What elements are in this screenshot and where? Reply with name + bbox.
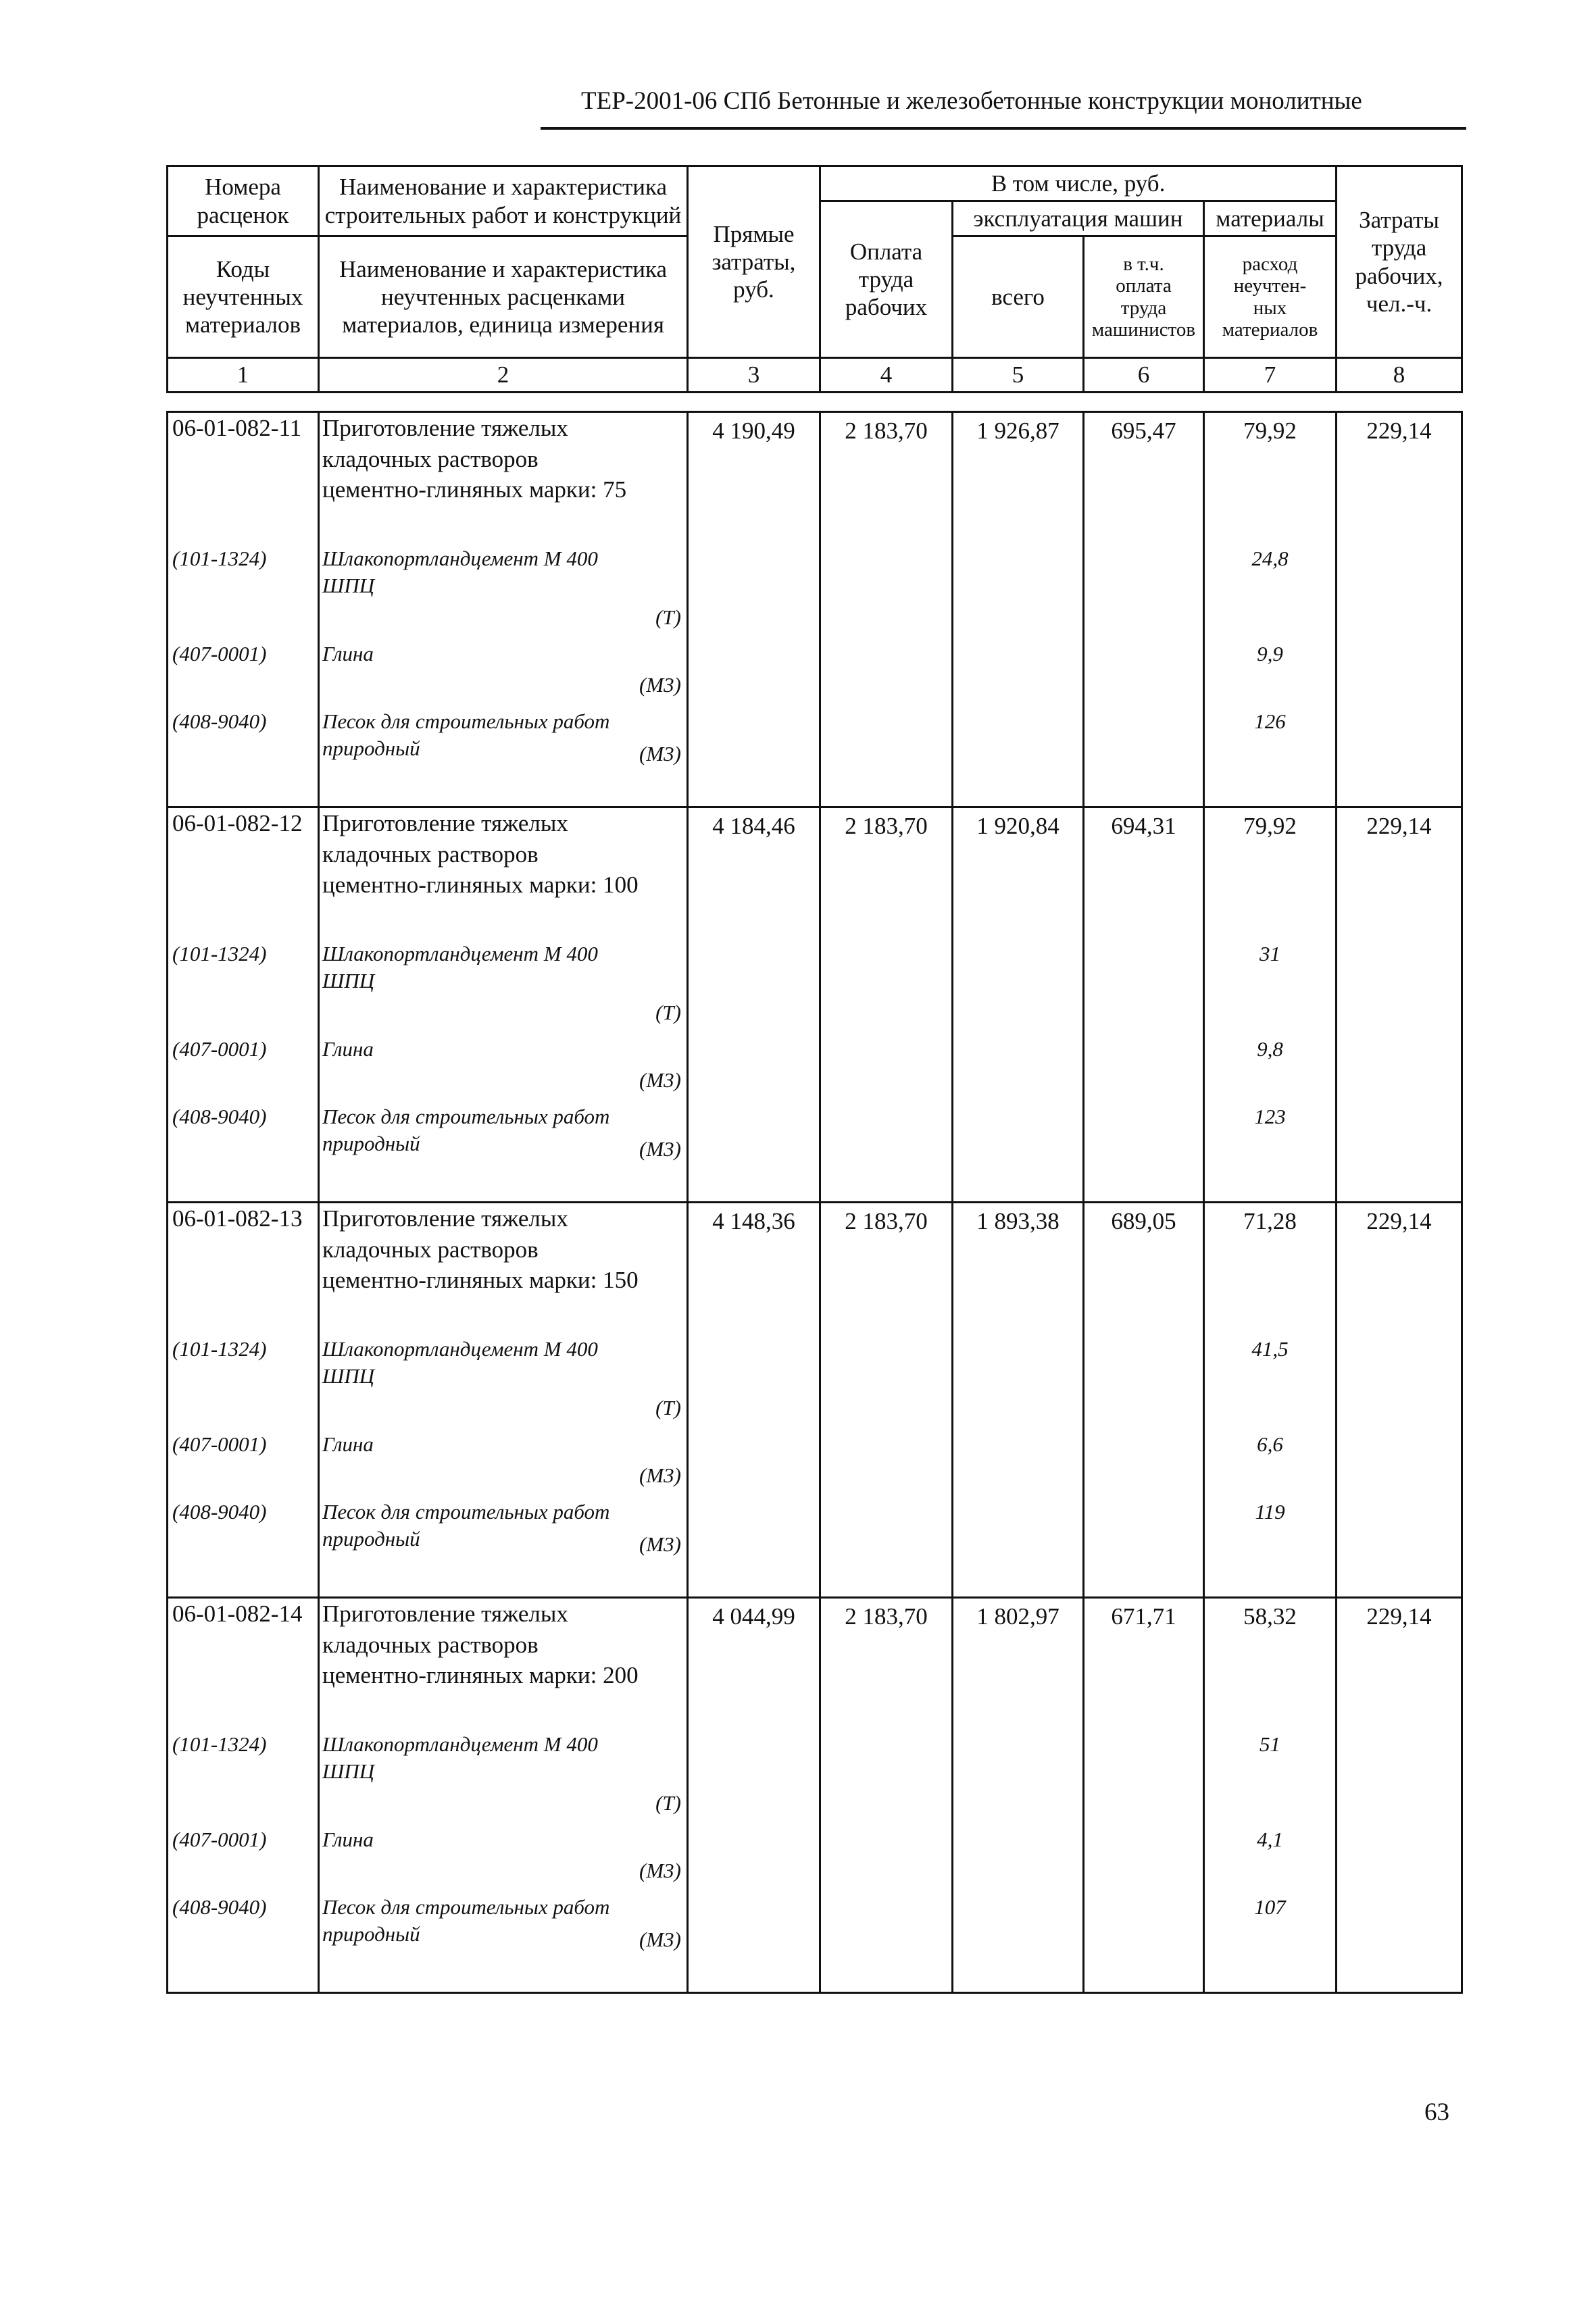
rate-code: 06-01-082-11 <box>172 415 302 441</box>
material-qty: 24,8 <box>1251 547 1289 570</box>
material-qty: 6,6 <box>1257 1432 1283 1456</box>
labor-pay-value: 2 183,70 <box>845 813 928 839</box>
material-qty: 126 <box>1254 709 1286 733</box>
labor-hours-cell <box>1337 1203 1462 1598</box>
labor-hours-cell <box>1337 412 1462 807</box>
material-code: (101-1324) <box>172 1337 267 1361</box>
machines-total-cell <box>953 807 1084 1203</box>
materials-cell <box>1204 807 1337 1203</box>
rate-code: 06-01-082-13 <box>172 1205 303 1232</box>
machinist-pay-value: 671,71 <box>1111 1603 1176 1630</box>
direct-costs-value: 4 148,36 <box>712 1208 795 1234</box>
rate-code-cell <box>168 412 319 807</box>
header-machines: эксплуатация машин <box>953 201 1204 236</box>
material-qty: 123 <box>1254 1105 1286 1128</box>
direct-costs-cell <box>688 412 820 807</box>
machines-total-value: 1 802,97 <box>976 1603 1059 1630</box>
material-name: Глина (М3) <box>320 631 687 699</box>
header-work-name: Наименование и характеристика строительных работ и конструкций <box>319 166 688 236</box>
material-qty: 31 <box>1260 942 1280 965</box>
materials-value: 79,92 <box>1243 813 1297 839</box>
header-direct-costs: Прямые затраты, руб. <box>688 166 820 358</box>
material-unit: (Т) <box>655 605 681 629</box>
material-unit: (М3) <box>639 1067 681 1092</box>
rate-name-cell <box>319 412 688 807</box>
table-row <box>168 1203 1462 1598</box>
material-unit: (М3) <box>639 1858 681 1882</box>
material-unit: (М3) <box>639 1532 681 1556</box>
labor-pay-value: 2 183,70 <box>845 1603 928 1630</box>
material-qty: 4,1 <box>1257 1828 1283 1851</box>
material-qty: 51 <box>1260 1732 1280 1756</box>
table-row <box>168 807 1462 1203</box>
material-name: Шлакопортландцемент М 400 ШПЦ (Т) <box>320 536 687 631</box>
header-labor-pay: Оплата труда рабочих <box>820 201 953 358</box>
labor-pay-cell <box>820 412 953 807</box>
rate-code-cell <box>168 807 319 1203</box>
rate-name: Приготовление тяжелых кладочных растворов цементно-глиняных марки: 75 <box>322 415 627 503</box>
machinist-pay-value: 695,47 <box>1111 418 1176 444</box>
machines-total-cell <box>953 1203 1084 1598</box>
material-unit: (М3) <box>639 672 681 697</box>
table-row <box>168 1598 1462 1993</box>
material-qty: 119 <box>1255 1500 1285 1524</box>
header-including: В том числе, руб. <box>820 166 1337 201</box>
labor-hours-value: 229,14 <box>1366 418 1432 444</box>
material-code: (407-0001) <box>172 642 267 665</box>
material-code: (408-9040) <box>172 1895 267 1919</box>
material-code: (101-1324) <box>172 942 267 965</box>
material-unit: (М3) <box>639 1136 681 1161</box>
material-unit: (Т) <box>655 1000 681 1024</box>
material-code: (101-1324) <box>172 547 267 570</box>
labor-pay-cell <box>820 1598 953 1993</box>
materials-value: 58,32 <box>1243 1603 1297 1630</box>
material-name: Песок для строительных работ природный (М3) <box>320 1094 687 1163</box>
rate-code: 06-01-082-12 <box>172 810 303 836</box>
material-qty: 9,8 <box>1257 1037 1283 1061</box>
labor-hours-cell <box>1337 807 1462 1203</box>
materials-value: 71,28 <box>1243 1208 1297 1234</box>
document-header: ТЕР-2001-06 СПб Бетонные и железобетонные конструкции монолитные <box>581 87 1362 115</box>
rate-code-cell <box>168 1598 319 1993</box>
header-material-consumption: расход неучтен- ных материалов <box>1204 236 1337 358</box>
material-unit: (Т) <box>655 1395 681 1419</box>
rate-name-cell <box>319 807 688 1203</box>
materials-cell <box>1204 1598 1337 1993</box>
header-labor-hours: Затраты труда рабочих, чел.-ч. <box>1337 166 1462 358</box>
header-material-codes: Коды неучтенных материалов <box>168 236 319 358</box>
material-name: Глина (М3) <box>320 1422 687 1489</box>
material-name: Шлакопортландцемент М 400 ШПЦ (Т) <box>320 1721 687 1817</box>
machines-total-cell <box>953 412 1084 807</box>
direct-costs-value: 4 044,99 <box>712 1603 795 1630</box>
material-name: Шлакопортландцемент М 400 ШПЦ (Т) <box>320 1326 687 1422</box>
material-code: (407-0001) <box>172 1432 267 1456</box>
machinist-pay-cell <box>1084 1598 1204 1993</box>
header-material-names: Наименование и характеристика неучтенных расценками материалов, единица измерения <box>319 236 688 358</box>
material-name: Песок для строительных работ природный (М3) <box>320 1884 687 1953</box>
machines-total-value: 1 926,87 <box>976 418 1059 444</box>
labor-hours-value: 229,14 <box>1366 1208 1432 1234</box>
labor-hours-value: 229,14 <box>1366 813 1432 839</box>
material-code: (408-9040) <box>172 1105 267 1128</box>
material-code: (407-0001) <box>172 1828 267 1851</box>
column-numbers-row: 1 2 3 4 5 6 7 8 <box>168 358 1462 393</box>
machinist-pay-cell <box>1084 1203 1204 1598</box>
material-qty: 107 <box>1254 1895 1286 1919</box>
material-name: Песок для строительных работ природный (М3) <box>320 1489 687 1558</box>
labor-pay-cell <box>820 807 953 1203</box>
material-code: (407-0001) <box>172 1037 267 1061</box>
material-unit: (М3) <box>639 741 681 765</box>
material-name: Глина (М3) <box>320 1026 687 1094</box>
machinist-pay-value: 689,05 <box>1111 1208 1176 1234</box>
header-rate-number: Номера расценок <box>168 166 319 236</box>
direct-costs-cell <box>688 1203 820 1598</box>
material-code: (408-9040) <box>172 709 267 733</box>
direct-costs-value: 4 184,46 <box>712 813 795 839</box>
table-row <box>168 412 1462 807</box>
header-rule <box>541 127 1466 130</box>
material-qty: 9,9 <box>1257 642 1283 665</box>
rate-code-cell <box>168 1203 319 1598</box>
machinist-pay-cell <box>1084 412 1204 807</box>
material-name: Песок для строительных работ природный (М3) <box>320 699 687 768</box>
machines-total-value: 1 893,38 <box>976 1208 1059 1234</box>
direct-costs-cell <box>688 1598 820 1993</box>
header-materials: материалы <box>1204 201 1337 236</box>
rate-name-cell <box>319 1203 688 1598</box>
material-code: (101-1324) <box>172 1732 267 1756</box>
material-qty: 41,5 <box>1251 1337 1289 1361</box>
materials-value: 79,92 <box>1243 418 1297 444</box>
material-code: (408-9040) <box>172 1500 267 1524</box>
header-machines-total: всего <box>953 236 1084 358</box>
table-header <box>166 165 1463 393</box>
labor-pay-cell <box>820 1203 953 1598</box>
page-number: 63 <box>1424 2098 1449 2126</box>
material-unit: (М3) <box>639 1463 681 1487</box>
materials-cell <box>1204 1203 1337 1598</box>
labor-hours-value: 229,14 <box>1366 1603 1432 1630</box>
material-unit: (М3) <box>639 1927 681 1951</box>
machines-total-cell <box>953 1598 1084 1993</box>
rate-code: 06-01-082-14 <box>172 1601 303 1627</box>
machinist-pay-cell <box>1084 807 1204 1203</box>
materials-cell <box>1204 412 1337 807</box>
rate-name: Приготовление тяжелых кладочных растворов цементно-глиняных марки: 200 <box>322 1601 639 1688</box>
machines-total-value: 1 920,84 <box>976 813 1059 839</box>
labor-pay-value: 2 183,70 <box>845 418 928 444</box>
labor-hours-cell <box>1337 1598 1462 1993</box>
machinist-pay-value: 694,31 <box>1111 813 1176 839</box>
direct-costs-value: 4 190,49 <box>712 418 795 444</box>
material-name: Глина (М3) <box>320 1817 687 1884</box>
direct-costs-cell <box>688 807 820 1203</box>
material-unit: (Т) <box>655 1790 681 1815</box>
rate-name-cell <box>319 1598 688 1993</box>
material-name: Шлакопортландцемент М 400 ШПЦ (Т) <box>320 931 687 1026</box>
rate-name: Приготовление тяжелых кладочных растворов цементно-глиняных марки: 150 <box>322 1205 639 1293</box>
header-machinist-pay: в т.ч. оплата труда машинистов <box>1084 236 1204 358</box>
rate-name: Приготовление тяжелых кладочных растворов цементно-глиняных марки: 100 <box>322 810 639 898</box>
labor-pay-value: 2 183,70 <box>845 1208 928 1234</box>
rates-table <box>166 411 1463 1994</box>
